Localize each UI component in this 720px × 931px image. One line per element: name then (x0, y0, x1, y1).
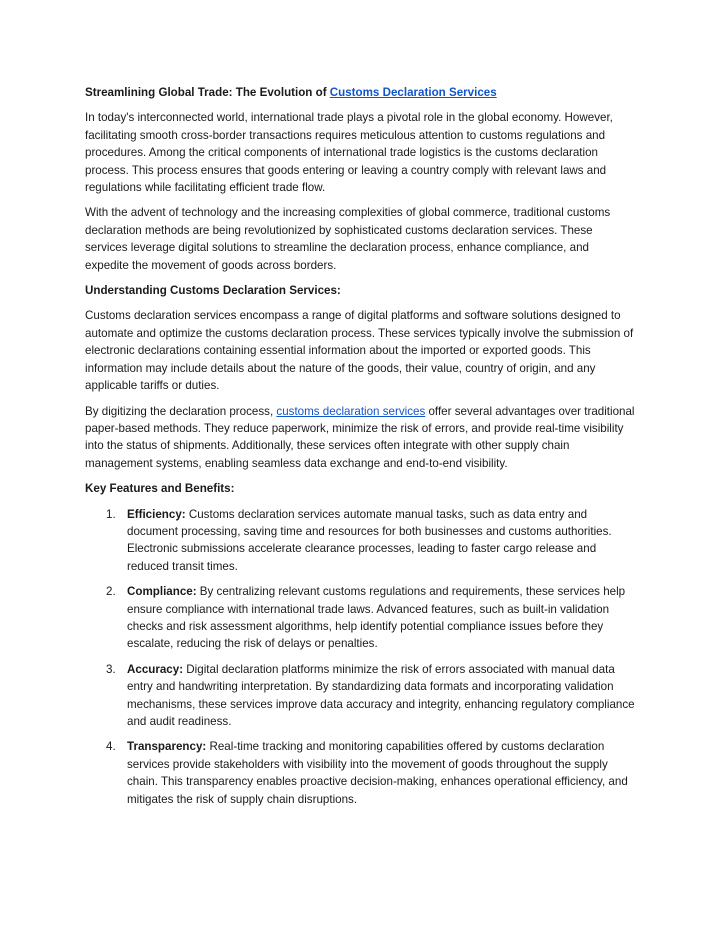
feature-text: Digital declaration platforms minimize the risk of errors associated with manual data entry and handwriting interpretation. By standardizing data formats and incorporating validation mechanisms, these services improve data accuracy and integrity, enhancing regulatory compliance and audit readiness. (127, 662, 635, 728)
digitizing-text-after: offer several advantages over traditional paper-based methods. They reduce paperwork, minimize the risk of errors, and provide real-time visibility into the status of shipments. Additionally, these services often integrate with other supply chain management systems, enabling seamless data exchange and end-to-end visibility. (85, 404, 635, 470)
feature-item-transparency (85, 738, 636, 808)
feature-text: By centralizing relevant customs regulations and requirements, these services help ensure compliance with international trade laws. Advanced features, such as built-in validation checks and risk assessment algorithms, help identify potential compliance issues before they escalate, reducing the risk of delays or penalties. (127, 585, 626, 651)
feature-term: Transparency: (127, 740, 207, 754)
feature-item-accuracy (85, 661, 636, 731)
document-title (85, 84, 636, 101)
feature-term: Compliance: (127, 585, 197, 599)
feature-number: 1. (106, 507, 116, 521)
digitizing-paragraph (85, 403, 636, 473)
intro-paragraph-1: In today's interconnected world, international trade plays a pivotal role in the global economy. However, facilitating smooth cross-border transactions requires meticulous attention to customs regulations and procedures. Among the critical components of international trade logistics is the customs declaration process. This process ensures that goods entering or leaving a country comply with relevant laws and regulations while facilitating efficient trade flow. (85, 111, 613, 195)
intro-paragraph-2: With the advent of technology and the increasing complexities of global commerce, traditional customs declaration methods are being revolutionized by sophisticated customs declaration services. These services leverage digital solutions to streamline the declaration process, enhance compliance, and expedite the movement of goods across borders. (85, 206, 611, 272)
feature-text: Real-time tracking and monitoring capabilities offered by customs declaration services provide stakeholders with visibility into the movement of goods throughout the supply chain. This transparency enables proactive decision-making, enhances operational efficiency, and mitigates the risk of supply chain disruptions. (127, 740, 628, 806)
title-customs-link[interactable]: Customs Declaration Services (329, 86, 497, 99)
feature-number: 2. (106, 585, 116, 599)
feature-text: Customs declaration services automate manual tasks, such as data entry and document processing, saving time and resources for both businesses and customs authorities. Electronic submissions accelerate clearance processes, leading to faster cargo release and reduced transit times. (127, 507, 612, 573)
features-list (85, 506, 636, 809)
features-heading: Key Features and Benefits: (85, 482, 235, 496)
understanding-paragraph: Customs declaration services encompass a range of digital platforms and software solutions designed to automate and optimize the customs declaration process. These services typically involve the submission of electronic declarations containing essential information about the imported or exported goods. This information may include details about the nature of the goods, their value, country of origin, and any applicable tariffs or duties. (85, 309, 634, 393)
digitizing-text-before: By digitizing the declaration process, (85, 404, 277, 418)
feature-number: 3. (106, 662, 116, 676)
title-prefix: Streamlining Global Trade: The Evolution of (85, 86, 330, 99)
feature-item-efficiency (85, 506, 636, 576)
understanding-heading: Understanding Customs Declaration Services: (85, 284, 341, 298)
customs-declaration-services-link[interactable]: customs declaration services (276, 404, 426, 418)
feature-item-compliance (85, 583, 636, 653)
feature-term: Efficiency: (127, 507, 186, 521)
feature-term: Accuracy: (127, 662, 184, 676)
feature-number: 4. (106, 740, 116, 754)
